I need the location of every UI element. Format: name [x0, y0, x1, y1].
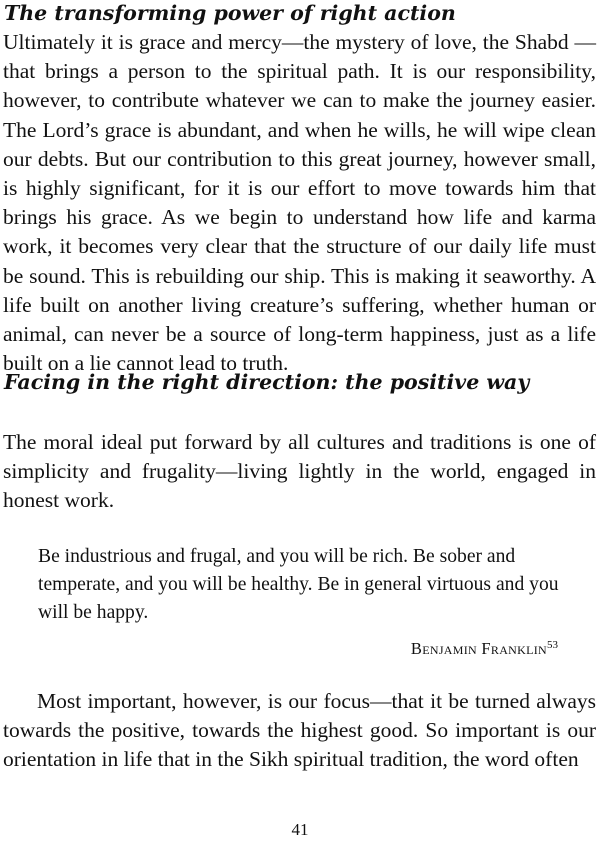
body-paragraph-focus-on-positive: Most important, however, is our focus—that it be turned always towards the positive, towards the highest good. So important is our orientation in life that in the Sikh spiritual tradition, the word often [3, 689, 596, 772]
body-paragraph-grace-and-action: Ultimately it is grace and mercy—the mystery of love, the Shabd —that brings a person to the spiritual path. It is our responsibility, however, to contribute whatever we can to make the journey easier. The Lord’s grace is abundant, and when he wills, he will wipe clean our debts. But our contribution to this great journey, however small, is highly significant, for it is our effort to move towards him that brings his grace. As we begin to understand how life and karma work, it becomes very clear that the structure of our daily life must be sound. This is rebuilding our ship. This is making it seaworthy. A life built on another living creature’s suffering, whether human or animal, can never be a source of long-term happiness, just as a life built on a lie cannot lead to truth. [3, 30, 596, 376]
block-quote: Be industrious and frugal, and you will be rich. Be sober and temperate, and you will be healthy. Be in general virtuous and you will be happy. [38, 546, 559, 623]
attribution-author: Benjamin Franklin [410, 639, 547, 658]
section-heading-right-direction: Facing in the right direction: the positive way [4, 370, 530, 394]
page-number: 41 [291, 820, 309, 839]
section-heading-transforming-power: The transforming power of right action [4, 1, 456, 25]
body-paragraph-moral-ideal: The moral ideal put forward by all cultures and traditions is one of simplicity and frugality—living lightly in the world, engaged in honest work. [3, 430, 596, 513]
quote-attribution [411, 635, 558, 659]
footnote-reference: 53 [547, 639, 558, 651]
